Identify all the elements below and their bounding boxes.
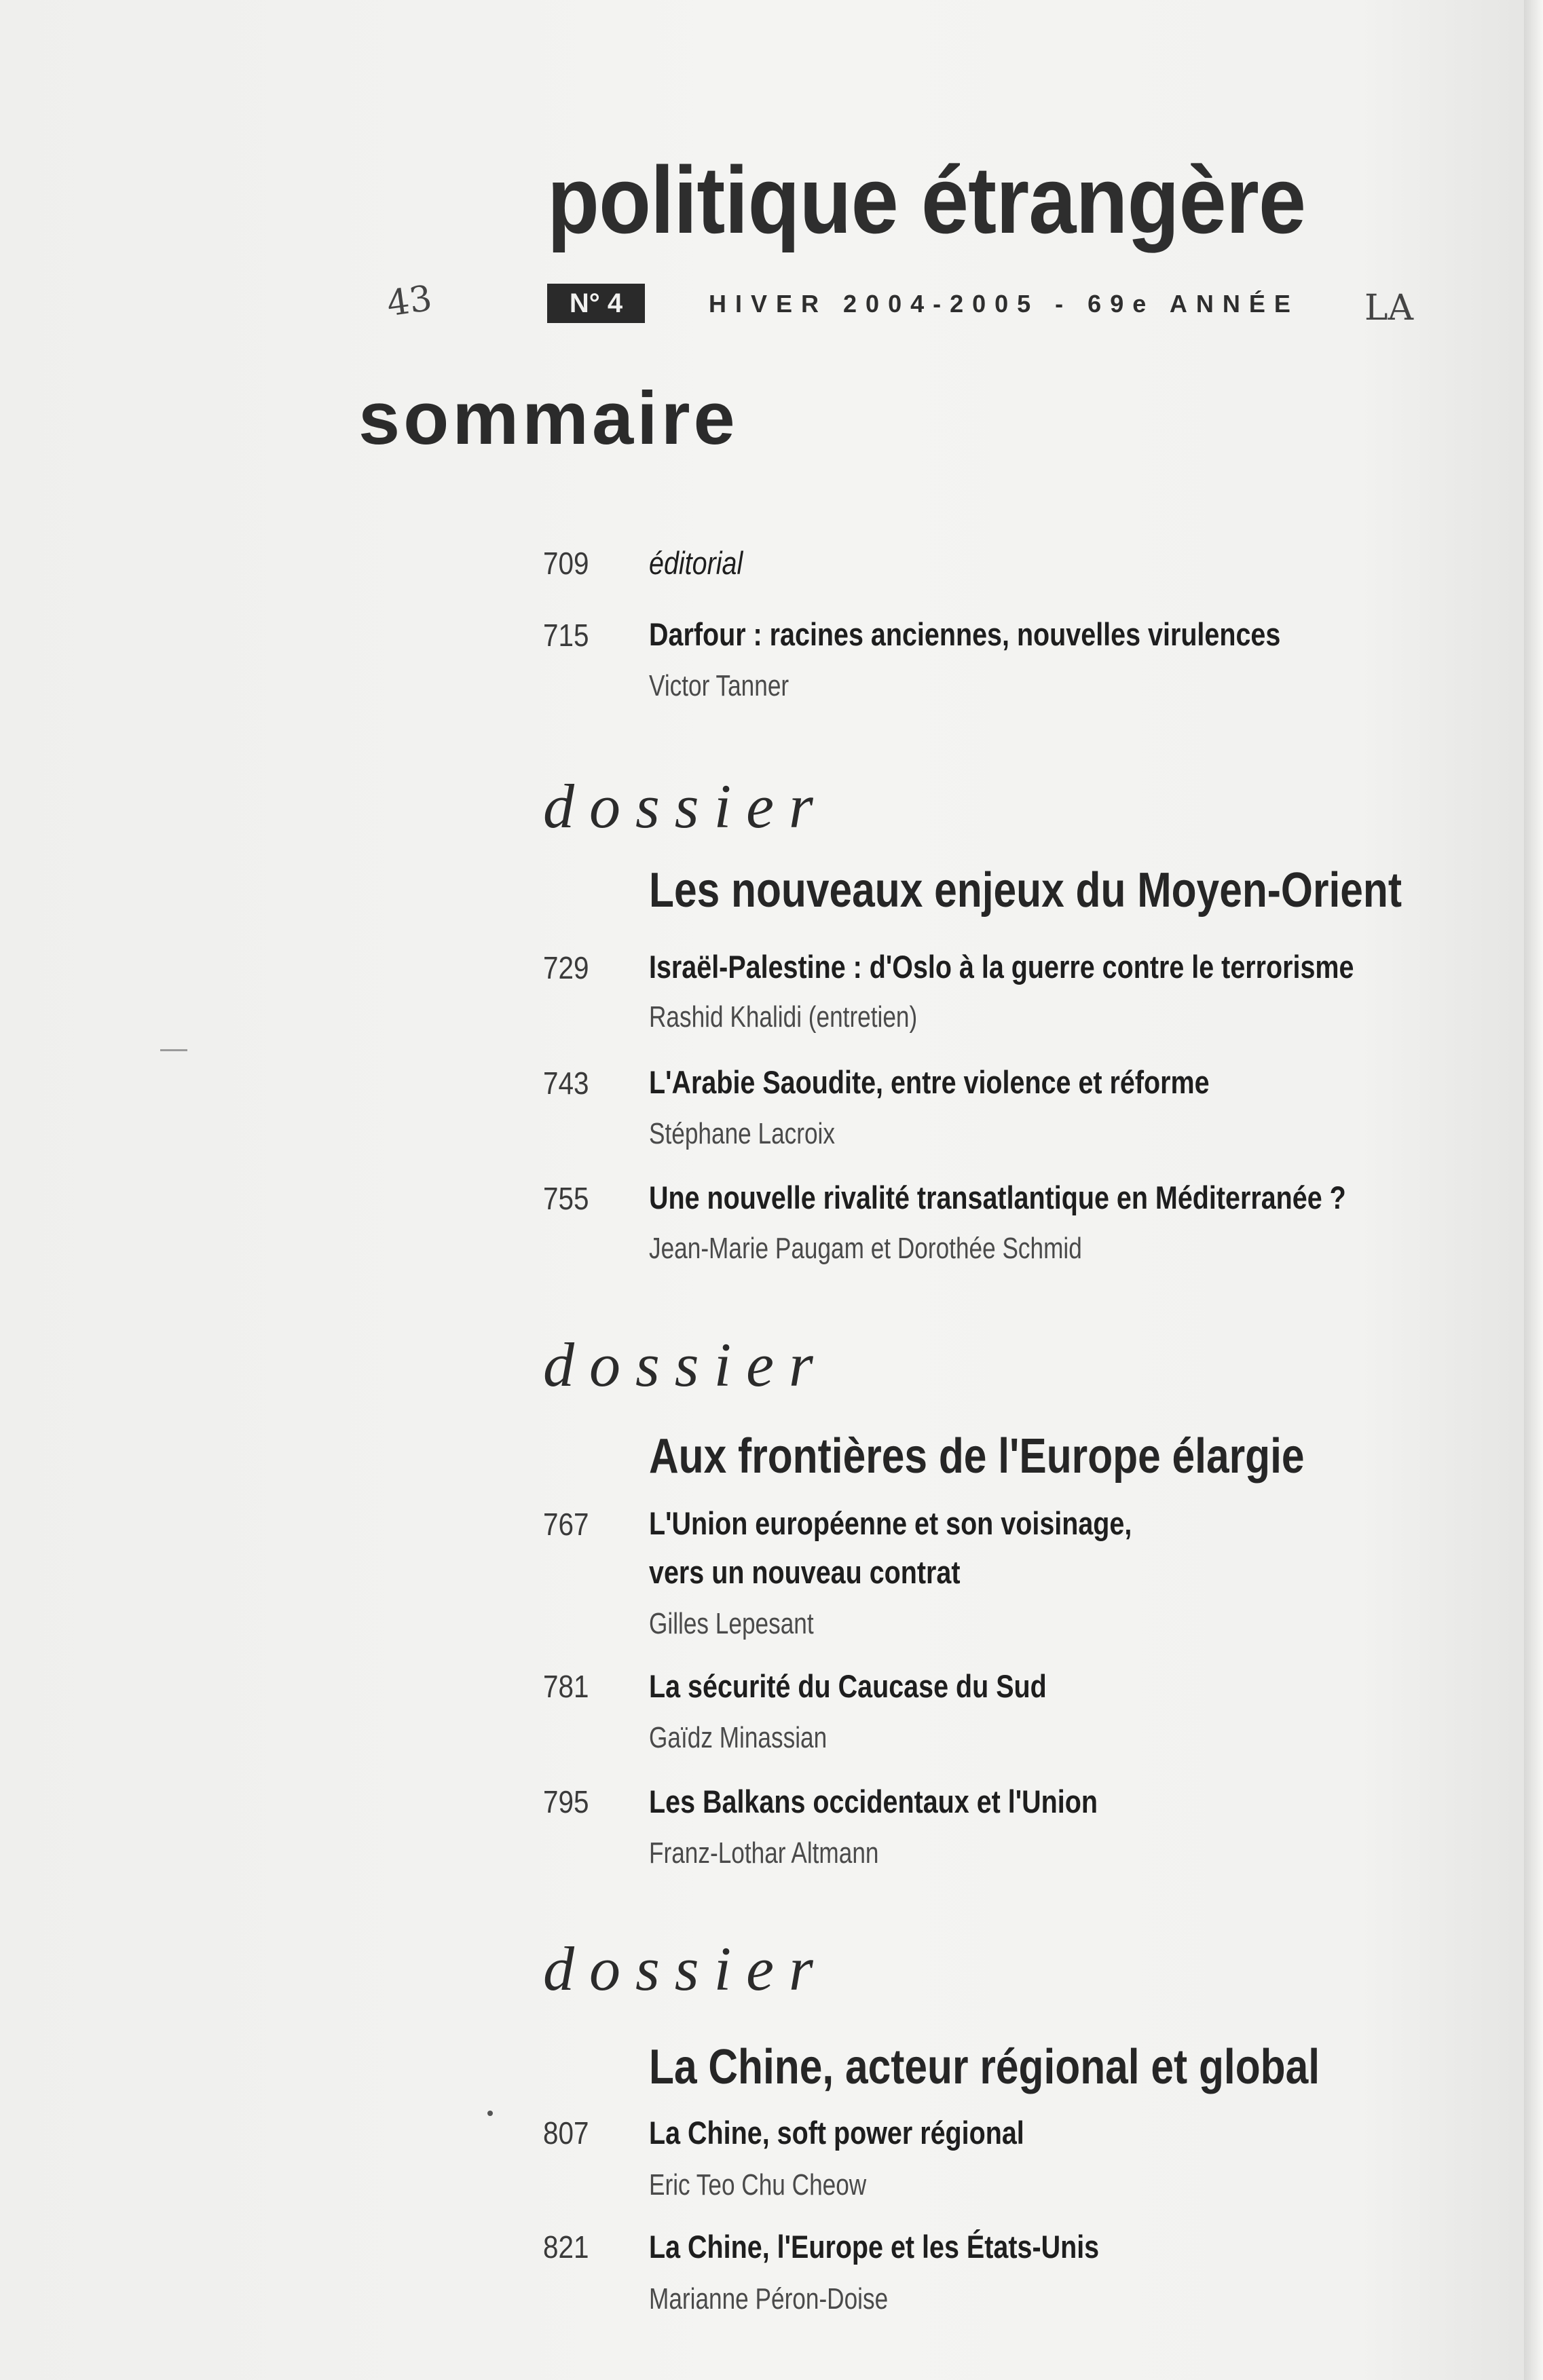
article-author: Rashid Khalidi (entretien) xyxy=(649,1000,918,1034)
issue-date: HIVER 2004-2005 - 69e ANNÉE xyxy=(709,290,1299,318)
dossier-label: dossier xyxy=(543,1934,828,2003)
article-title: La sécurité du Caucase du Sud xyxy=(649,1668,1047,1704)
page-number: 709 xyxy=(543,546,589,581)
page-number: 821 xyxy=(543,2229,589,2265)
margin-mark xyxy=(160,1049,187,1051)
article-title-line-2: vers un nouveau contrat xyxy=(649,1554,961,1590)
article-title: Darfour : racines anciennes, nouvelles virulences xyxy=(649,616,1281,652)
dossier-title: Les nouveaux enjeux du Moyen-Orient xyxy=(649,863,1402,918)
article-author: Victor Tanner xyxy=(649,669,789,702)
page-title: sommaire xyxy=(358,377,739,460)
article-author: Gilles Lepesant xyxy=(649,1607,814,1640)
page-number: 729 xyxy=(543,950,589,985)
article-title: Israël-Palestine : d'Oslo à la guerre contre le terrorisme xyxy=(649,949,1354,985)
handwritten-note-right: LA xyxy=(1364,288,1414,328)
page-number: 767 xyxy=(543,1507,589,1542)
page-number: 795 xyxy=(543,1784,589,1819)
page-number: 807 xyxy=(543,2115,589,2151)
article-author: Gaïdz Minassian xyxy=(649,1721,828,1754)
article-author: Eric Teo Chu Cheow xyxy=(649,2168,867,2202)
article-title: Une nouvelle rivalité transatlantique en Méditerranée ? xyxy=(649,1179,1346,1215)
ink-dot xyxy=(487,2111,493,2116)
issue-number-badge: N° 4 xyxy=(547,284,645,323)
page-number: 743 xyxy=(543,1065,589,1101)
handwritten-note-left: 43 xyxy=(384,278,435,325)
dossier-label: dossier xyxy=(543,1330,828,1399)
dossier-title: La Chine, acteur régional et global xyxy=(649,2040,1320,2094)
article-title: éditorial xyxy=(649,545,743,581)
dossier-label: dossier xyxy=(543,772,828,841)
page-number: 755 xyxy=(543,1181,589,1216)
dossier-title: Aux frontières de l'Europe élargie xyxy=(649,1429,1305,1484)
article-title: La Chine, l'Europe et les États-Unis xyxy=(649,2229,1100,2265)
page-edge-shadow xyxy=(1524,0,1543,2380)
article-title: L'Union européenne et son voisinage, xyxy=(649,1505,1132,1541)
article-title: La Chine, soft power régional xyxy=(649,2115,1024,2151)
journal-title: politique étrangère xyxy=(547,147,1306,253)
article-author: Franz-Lothar Altmann xyxy=(649,1836,879,1870)
article-title: Les Balkans occidentaux et l'Union xyxy=(649,1783,1098,1819)
article-author: Stéphane Lacroix xyxy=(649,1117,835,1150)
article-author: Jean-Marie Paugam et Dorothée Schmid xyxy=(649,1232,1082,1265)
page-number: 781 xyxy=(543,1669,589,1704)
article-title: L'Arabie Saoudite, entre violence et réforme xyxy=(649,1064,1210,1100)
article-author: Marianne Péron-Doise xyxy=(649,2282,889,2316)
page-number: 715 xyxy=(543,618,589,653)
